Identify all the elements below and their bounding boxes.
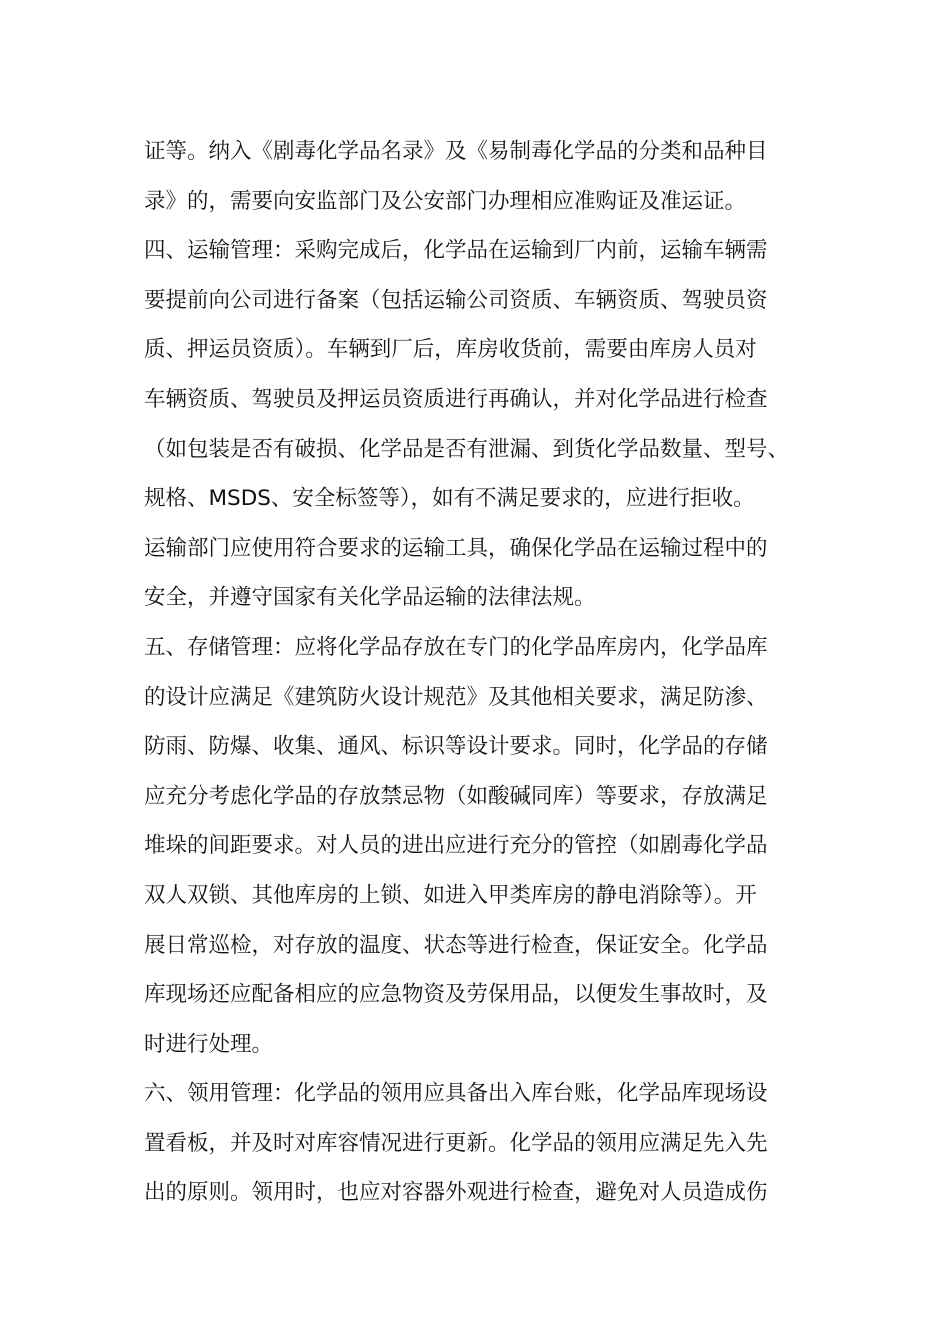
section-heading-transport: 四、运输管理：采购完成后，化学品在运输到厂内前，运输车辆需 — [144, 238, 768, 264]
text-line: 录》的，需要向安监部门及公安部门办理相应准购证及准运证。 — [144, 188, 747, 214]
text-line: 展日常巡检，对存放的温度、状态等进行检查，保证安全。化学品 — [144, 932, 768, 958]
section-heading-storage: 五、存储管理：应将化学品存放在专门的化学品库房内，化学品库 — [144, 634, 768, 660]
text-line: 防雨、防爆、收集、通风、标识等设计要求。同时，化学品的存储 — [144, 734, 768, 760]
text-line: 置看板，并及时对库容情况进行更新。化学品的领用应满足先入先 — [144, 1130, 768, 1156]
text-line: 出的原则。领用时，也应对容器外观进行检查，避免对人员造成伤 — [144, 1180, 768, 1206]
text-line: （如包装是否有破损、化学品是否有泄漏、到货化学品数量、型号、 — [144, 436, 790, 462]
text-line: 运输部门应使用符合要求的运输工具，确保化学品在运输过程中的 — [144, 535, 768, 561]
text-line: 的设计应满足《建筑防火设计规范》及其他相关要求，满足防渗、 — [144, 684, 768, 710]
text-line: 车辆资质、驾驶员及押运员资质进行再确认，并对化学品进行检查 — [144, 386, 768, 412]
text-line: 时进行处理。 — [144, 1031, 274, 1057]
text-line: 质、押运员资质）。车辆到厂后，库房收货前，需要由库房人员对 — [144, 337, 757, 363]
text-line: 安全，并遵守国家有关化学品运输的法律法规。 — [144, 585, 596, 611]
section-heading-usage: 六、领用管理：化学品的领用应具备出入库台账，化学品库现场设 — [144, 1081, 768, 1107]
body-text — [144, 127, 844, 1218]
text-line: 应充分考虑化学品的存放禁忌物（如酸碱同库）等要求，存放满足 — [144, 783, 768, 809]
text-line: 要提前向公司进行备案（包括运输公司资质、车辆资质、驾驶员资 — [144, 287, 768, 313]
text-line: 双人双锁、其他库房的上锁、如进入甲类库房的静电消除等）。开 — [144, 882, 757, 908]
text-line: 堆垛的间距要求。对人员的进出应进行充分的管控（如剧毒化学品 — [144, 833, 768, 859]
text-line: 规格、MSDS、安全标签等），如有不满足要求的，应进行拒收。 — [144, 486, 755, 512]
text-line: 库现场还应配备相应的应急物资及劳保用品，以便发生事故时，及 — [144, 982, 768, 1008]
text-line: 证等。纳入《剧毒化学品名录》及《易制毒化学品的分类和品种目 — [144, 139, 768, 164]
